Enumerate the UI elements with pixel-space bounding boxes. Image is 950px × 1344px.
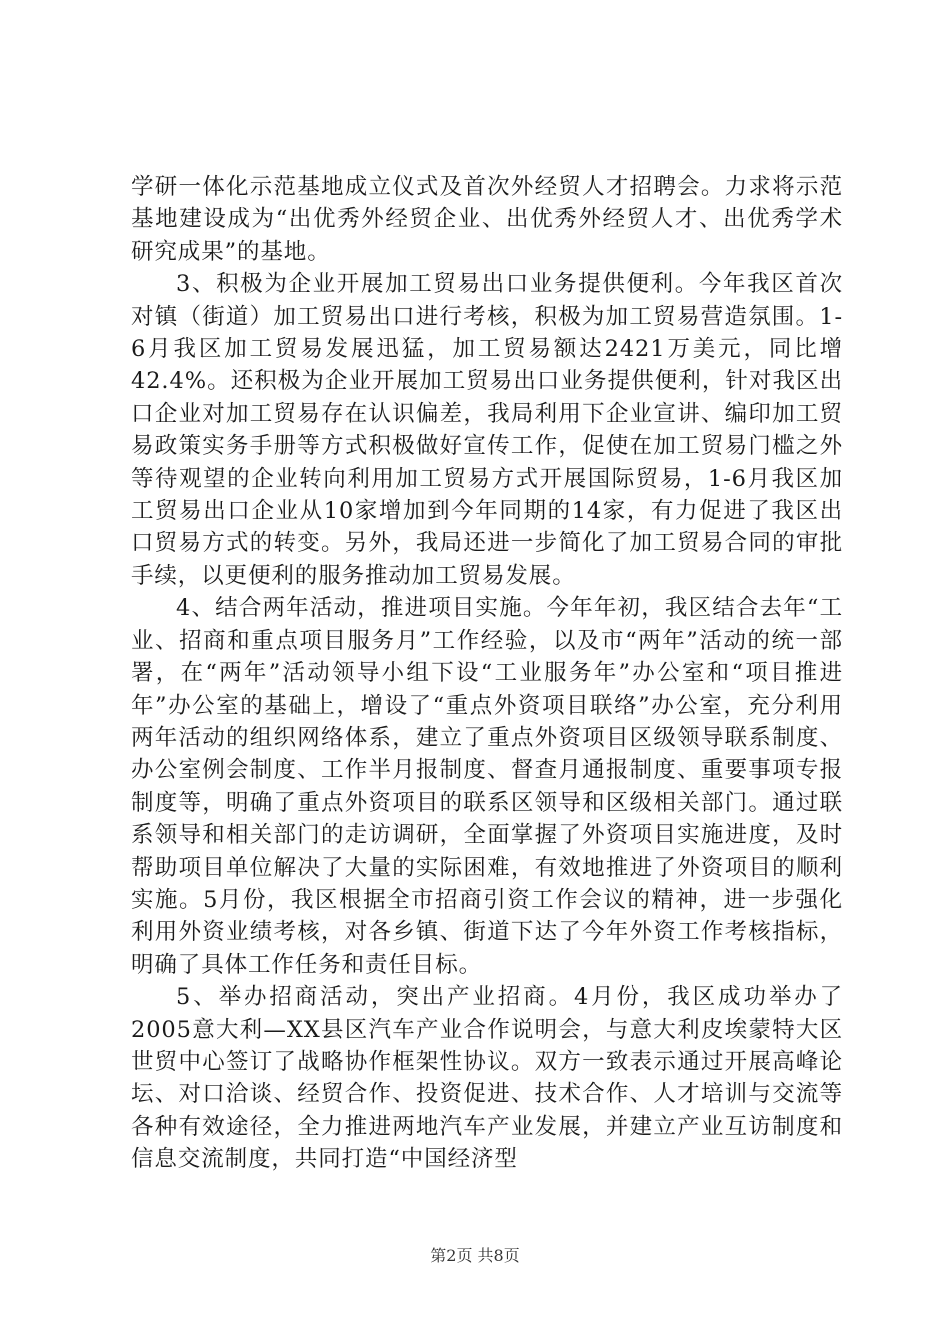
page-number: 第2页 xyxy=(430,1246,473,1265)
paragraph-continuation: 学研一体化示范基地成立仪式及首次外经贸人才招聘会。力求将示范基地建设成为“出优秀外经贸企业、出优秀外经贸人才、出优秀学术研究成果”的基地。 xyxy=(131,174,843,265)
document-body xyxy=(131,171,843,1176)
paragraph-project-implementation: 4、结合两年活动，推进项目实施。今年年初，我区结合去年“工业、招商和重点项目服务月”工作经验，以及市“两年”活动的统一部署，在“两年”活动领导小组下设“工业服务年”办公室和“项目推进年”办公室的基础上，增设了“重点外资项目联络”办公室，充分利用两年活动的组织网络体系，建立了重点外资项目区级领导联系制度、办公室例会制度、工作半月报制度、督查月通报制度、重要事项专报制度等，明确了重点外资项目的联系区领导和区级相关部门。通过联系领导和相关部门的走访调研，全面掌握了外资项目实施进度，及时帮助项目单位解决了大量的实际困难，有效地推进了外资项目的顺利实施。5月份，我区根据全市招商引资工作会议的精神，进一步强化利用外资业绩考核，对各乡镇、街道下达了今年外资工作考核指标，明确了具体工作任务和责任目标。 xyxy=(131,595,843,978)
paragraph-processing-trade: 3、积极为企业开展加工贸易出口业务提供便利。今年我区首次对镇（街道）加工贸易出口进行考核，积极为加工贸易营造氛围。1-6月我区加工贸易发展迅猛，加工贸易额达2421万美元，同比增42.4%。还积极为企业开展加工贸易出口业务提供便利，针对我区出口企业对加工贸易存在认识偏差，我局利用下企业宣讲、编印加工贸易政策实务手册等方式积极做好宣传工作，促使在加工贸易门槛之外等待观望的企业转向利用加工贸易方式开展国际贸易，1-6月我区加工贸易出口企业从10家增加到今年同期的14家，有力促进了我区出口贸易方式的转变。另外，我局还进一步简化了加工贸易合同的审批手续，以更便利的服务推动加工贸易发展。 xyxy=(131,271,843,589)
page-footer xyxy=(0,1243,950,1266)
page-total: 共8页 xyxy=(477,1246,520,1265)
paragraph-investment-promotion: 5、举办招商活动，突出产业招商。4月份，我区成功举办了2005意大利—XX县区汽车产业合作说明会，与意大利皮埃蒙特大区世贸中心签订了战略协作框架性协议。双方一致表示通过开展高峰论坛、对口洽谈、经贸合作、投资促进、技术合作、人才培训与交流等各种有效途径，全力推进两地汽车产业发展，并建立产业互访制度和信息交流制度，共同打造“中国经济型 xyxy=(131,984,843,1173)
